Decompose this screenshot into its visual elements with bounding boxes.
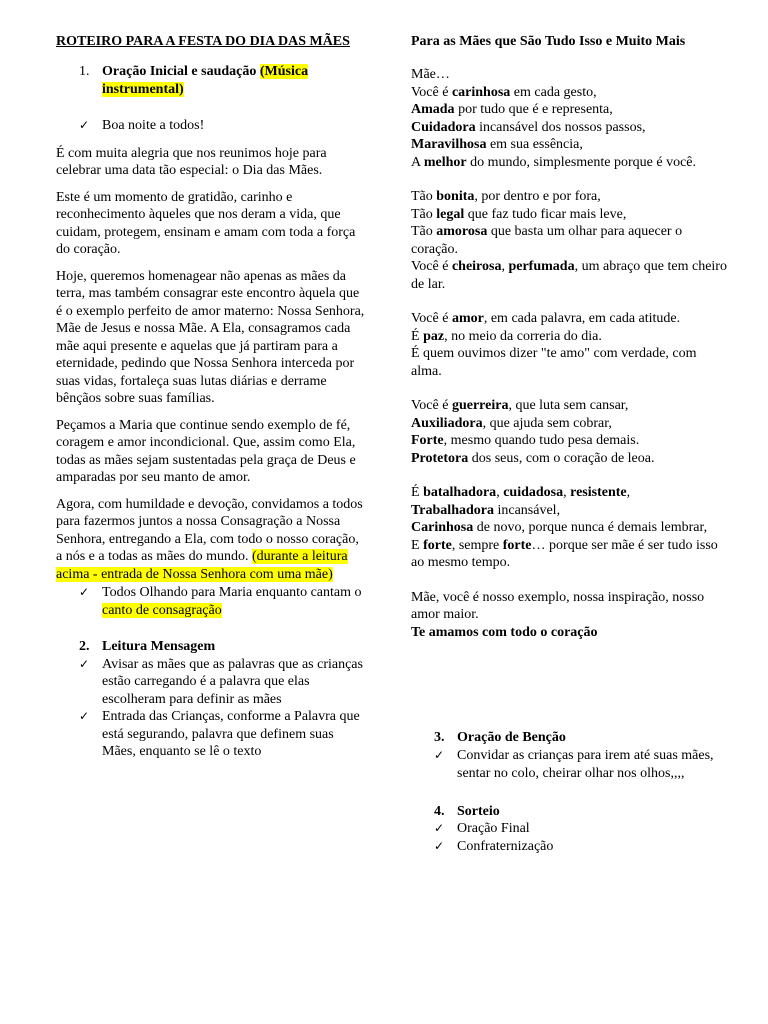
section-1-highlight: (Música instrumental) [102, 64, 309, 97]
poem-line: Tão amorosa que basta um olhar para aquecer o coração. [411, 224, 683, 257]
poem-closing: Te amamos com todo o coração [411, 624, 598, 640]
poem-line: A melhor do mundo, simplesmente porque é você. [411, 154, 697, 170]
paragraph [56, 496, 368, 584]
poem-line: Forte, mesmo quando tudo pesa demais. [411, 433, 640, 448]
poem-line: Maravilhosa em sua essência, [411, 137, 583, 152]
highlight-note: canto de consagração [102, 602, 222, 618]
poem-line: Você é amor, em cada palavra, em cada atitude. [411, 311, 681, 326]
poem-line: Amada por tudo que é e representa, [411, 102, 613, 117]
checklist-item [56, 584, 368, 619]
poem-stanza [411, 66, 727, 171]
poem-line: Mãe… [411, 67, 450, 82]
section-1-label: Oração Inicial e saudação [102, 64, 260, 79]
paragraph-text: Agora, com humildade e devoção, convidamos a todos para fazermos juntos a nossa Consagração a Nossa Senhora, entregando a Ela, com todo o nosso coração, a nós e a todas as mães do mundo. [56, 496, 363, 564]
section-4-label: Sorteio [457, 803, 500, 819]
checklist-text: Todos Olhando para Maria enquanto cantam o [102, 585, 362, 600]
checklist-text: Avisar as mães que as palavras que as crianças estão carregando é a palavra que elas escolheram para definir as mães [102, 656, 363, 707]
section-4 [411, 803, 727, 821]
poem-line: Cuidadora incansável dos nossos passos, [411, 119, 646, 135]
checklist-item [411, 747, 727, 783]
checklist-item [56, 708, 368, 761]
section-3 [411, 729, 727, 747]
poem-line: Tão legal que faz tudo ficar mais leve, [411, 206, 627, 222]
section-2-label: Leitura Mensagem [102, 639, 216, 654]
checklist-item [411, 820, 727, 838]
checklist-text: Boa noite a todos! [102, 118, 205, 133]
check-mark-icon: ✓ [79, 585, 90, 599]
paragraph: Hoje, queremos homenagear não apenas as mães da terra, mas também consagrar este encontro àquela que é o exemplo perfeito de amor materno: Nossa Senhora, Mãe de Jesus e nossa Mãe. A Ela, consagramos cada mãe aqui presente e aquelas que já partiram para a eternidade, pedindo que Nossa Senhora interceda por suas vidas, fortaleça suas lutas diárias e derrame bênçãos sobre suas famílias. [56, 268, 365, 406]
section-3-label: Oração de Benção [457, 730, 566, 745]
check-mark-icon: ✓ [434, 838, 445, 853]
checklist-text: Confraternização [457, 838, 554, 854]
poem-line: Tão bonita, por dentro e por fora, [411, 189, 601, 204]
paragraph: Este é um momento de gratidão, carinho e reconhecimento àqueles que nos deram a vida, que cuidam, protegem, ensinam e amam com toda a força do coração. [56, 189, 356, 257]
poem-line: Você é guerreira, que luta sem cansar, [411, 398, 629, 413]
checklist-text: Convidar as crianças para irem até suas mães, sentar no colo, cheirar olhar nos olhos,,,, [457, 747, 714, 781]
poem-line: É quem ouvimos dizer "te amo" com verdade, com alma. [411, 346, 697, 379]
section-2-number: 2. [79, 639, 90, 654]
checklist-item [411, 838, 727, 856]
checklist-text: Entrada das Crianças, conforme a Palavra que está segurando, palavra que definem suas Mães, enquanto se lê o texto [102, 709, 360, 759]
paragraph: É com muita alegria que nos reunimos hoje para celebrar uma data tão especial: o Dia das Mães. [56, 145, 327, 178]
poem-stanza [411, 310, 727, 380]
poem-line: Você é carinhosa em cada gesto, [411, 84, 597, 100]
poem-line: E forte, sempre forte… porque ser mãe é ser tudo isso ao mesmo tempo. [411, 537, 718, 570]
check-mark-icon: ✓ [434, 747, 445, 762]
poem-line: Mãe, você é nosso exemplo, nossa inspiração, nosso amor maior. [411, 589, 705, 622]
check-mark-icon: ✓ [434, 821, 445, 835]
highlight-note: (durante a leitura acima - entrada de Nossa Senhora com uma mãe) [56, 549, 348, 582]
poem-stanza [411, 188, 727, 293]
left-column [56, 34, 368, 761]
section-1 [56, 63, 368, 98]
right-lower-sections [411, 729, 727, 855]
document-title: ROTEIRO PARA A FESTA DO DIA DAS MÃES [56, 34, 350, 49]
poem-line: É batalhadora, cuidadosa, resistente, [411, 485, 631, 500]
section-3-number: 3. [434, 730, 445, 745]
poem-line: Carinhosa de novo, porque nunca é demais lembrar, [411, 520, 708, 535]
poem-stanza [411, 589, 727, 642]
checklist-text: Oração Final [457, 821, 530, 836]
right-column [411, 34, 727, 641]
section-1-number: 1. [79, 64, 90, 79]
poem-line: Protetora dos seus, com o coração de leoa. [411, 450, 655, 466]
check-mark-icon: ✓ [79, 709, 90, 723]
section-4-number: 4. [434, 803, 445, 819]
poem-line: Você é cheirosa, perfumada, um abraço que tem cheiro de lar. [411, 259, 727, 292]
checklist-item [56, 117, 368, 135]
poem-stanza [411, 484, 727, 572]
poem-line: Auxiliadora, que ajuda sem cobrar, [411, 415, 612, 431]
poem-title: Para as Mães que São Tudo Isso e Muito Mais [411, 34, 686, 49]
poem-stanza [411, 397, 727, 467]
paragraph: Peçamos a Maria que continue sendo exemplo de fé, coragem e amor incondicional. Que, assim como Ela, todas as mães sejam sustentadas pela graça de Deus e amparadas por seu manto de amor. [56, 417, 356, 485]
poem-line: Trabalhadora incansável, [411, 502, 561, 518]
poem-line: É paz, no meio da correria do dia. [411, 328, 602, 344]
section-2 [56, 638, 368, 656]
checklist-item [56, 656, 368, 709]
check-mark-icon: ✓ [79, 118, 90, 132]
check-mark-icon: ✓ [79, 656, 90, 671]
